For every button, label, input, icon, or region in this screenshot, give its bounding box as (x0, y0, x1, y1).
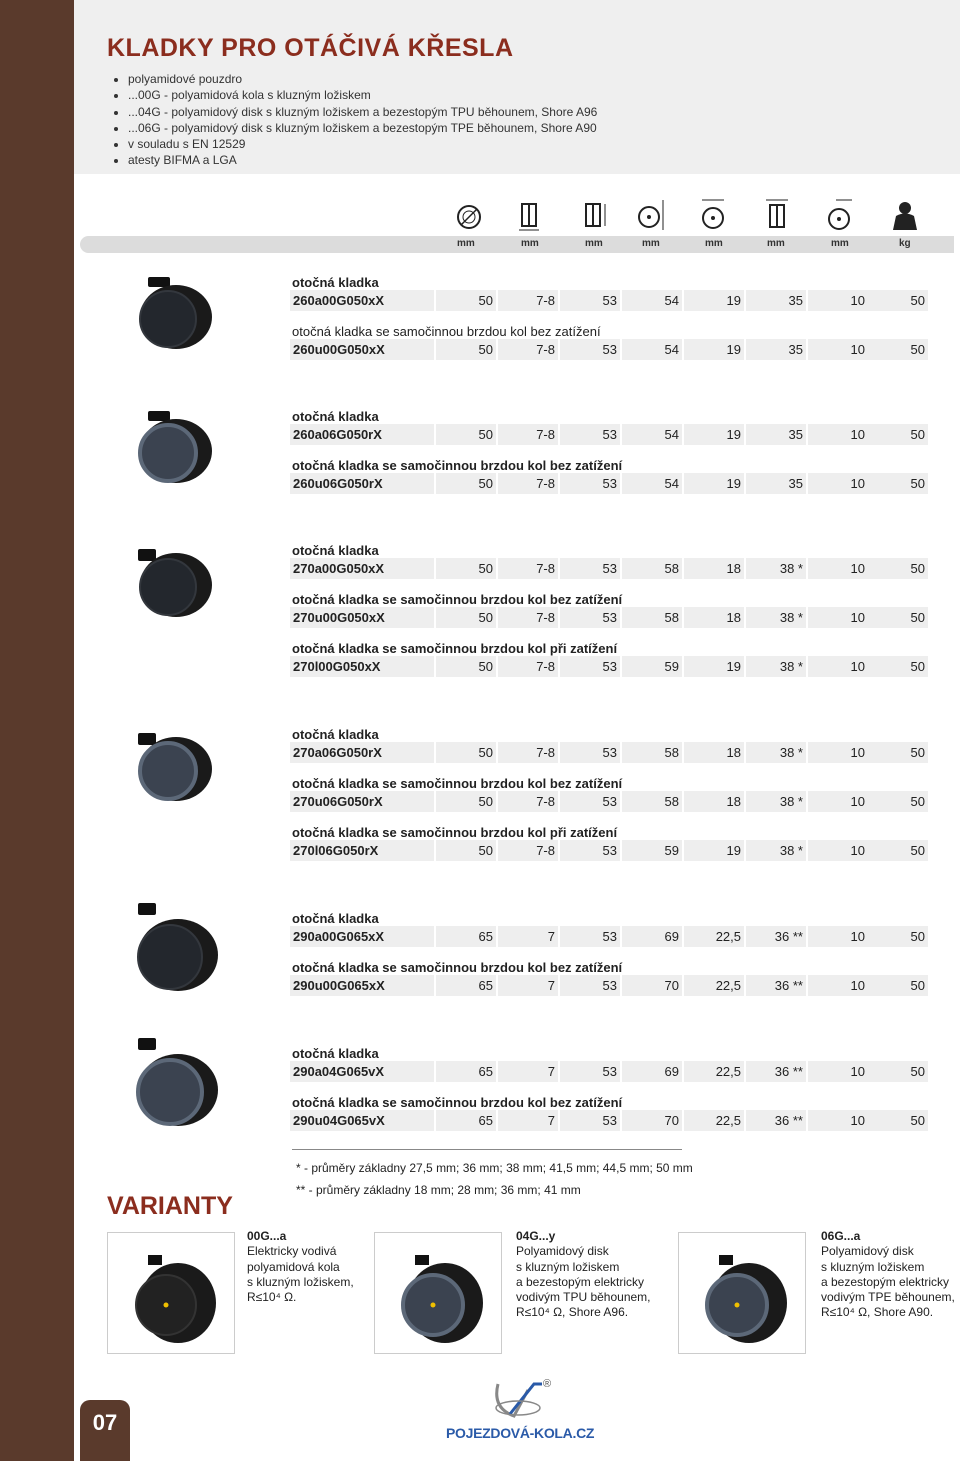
value-cell: 7-8 (498, 656, 558, 677)
variant-code: 00G...a (247, 1229, 287, 1243)
value-cell: 53 (560, 607, 620, 628)
feature-item: • v souladu s EN 12529 (128, 136, 597, 152)
value-cell: 7-8 (498, 791, 558, 812)
variant-label: otočná kladka se samočinnou brzdou kol bez zatížení (292, 458, 623, 473)
value-cell: 53 (560, 558, 620, 579)
product-code: 270u06G050rX (290, 791, 434, 812)
table-row (290, 975, 930, 996)
feature-item: • ...04G - polyamidový disk s kluzným ložiskem a bezestopým TPU běhounem, Shore A96 (128, 104, 597, 120)
unit-label: mm (457, 238, 475, 249)
variant-label: otočná kladka (292, 275, 379, 290)
value-cell: 50 (436, 558, 496, 579)
value-cell: 50 (436, 742, 496, 763)
caster-photo (128, 1034, 218, 1134)
caster-photo (128, 541, 218, 641)
caster-photo (128, 725, 218, 825)
product-code: 270a06G050rX (290, 742, 434, 763)
variant-label: otočná kladka se samočinnou brzdou kol bez zatížení (292, 960, 623, 975)
value-cell: 19 (684, 339, 744, 360)
value-cell: 65 (436, 1061, 496, 1082)
value-cell: 36 ** (746, 1061, 806, 1082)
table-row (290, 607, 930, 628)
value-cell: 50 (436, 424, 496, 445)
unit-label: mm (831, 238, 849, 249)
product-code: 270u00G050xX (290, 607, 434, 628)
table-row (290, 339, 930, 360)
value-cell: 22,5 (684, 1110, 744, 1131)
variant-06g-text (821, 1229, 955, 1321)
value-cell: 35 (746, 290, 806, 311)
variant-label: otočná kladka (292, 1046, 379, 1061)
unit-label: mm (521, 238, 539, 249)
value-cell: 59 (622, 656, 682, 677)
unit-label: kg (899, 238, 911, 249)
value-cell: 53 (560, 791, 620, 812)
variant-line: vodivým TPU běhounem, (516, 1290, 651, 1305)
value-cell: 18 (684, 607, 744, 628)
variant-00g-text (247, 1229, 354, 1305)
value-cell: 10 (808, 656, 868, 677)
value-cell: 65 (436, 926, 496, 947)
product-code: 260a06G050rX (290, 424, 434, 445)
table-row (290, 558, 930, 579)
table-row (290, 424, 930, 445)
value-cell: 36 ** (746, 975, 806, 996)
variant-04g-text (516, 1229, 651, 1321)
value-cell: 19 (684, 840, 744, 861)
variant-label: otočná kladka (292, 911, 379, 926)
value-cell: 50 (436, 339, 496, 360)
table-row (290, 656, 930, 677)
pin-diameter-icon (513, 196, 547, 234)
value-cell: 7 (498, 975, 558, 996)
table-row (290, 926, 930, 947)
variant-line: R≤10⁴ Ω. (247, 1290, 297, 1305)
table-row (290, 1061, 930, 1082)
variant-line: s kluzným ložiskem, (247, 1274, 354, 1289)
value-cell: 10 (808, 975, 868, 996)
value-cell: 10 (808, 1061, 868, 1082)
value-cell: 18 (684, 791, 744, 812)
variant-line: Polyamidový disk (821, 1244, 914, 1259)
variant-label: otočná kladka (292, 543, 379, 558)
variant-line: polyamidová kola (247, 1259, 340, 1274)
variant-image-box (107, 1232, 235, 1354)
value-cell: 10 (808, 424, 868, 445)
column-icons (440, 196, 940, 234)
value-cell: 53 (560, 1110, 620, 1131)
value-cell: 35 (746, 339, 806, 360)
note-single-asterisk: * - průměry základny 27,5 mm; 36 mm; 38 mm; 41,5 mm; 44,5 mm; 50 mm (296, 1161, 693, 1175)
value-cell: 38 * (746, 558, 806, 579)
variant-line: a bezestopým elektricky (516, 1274, 645, 1289)
value-cell: 50 (868, 975, 928, 996)
value-cell: 70 (622, 975, 682, 996)
variant-code: 04G...y (516, 1229, 556, 1243)
value-cell: 22,5 (684, 926, 744, 947)
table-row (290, 742, 930, 763)
value-cell: 50 (868, 656, 928, 677)
value-cell: 53 (560, 290, 620, 311)
variant-line: Elektricky vodivá (247, 1244, 337, 1259)
pin-width-icon (760, 196, 794, 234)
table-row (290, 1110, 930, 1131)
value-cell: 50 (436, 473, 496, 494)
varianty-title: VARIANTY (107, 1192, 233, 1220)
value-cell: 53 (560, 339, 620, 360)
note-double-asterisk: ** - průměry základny 18 mm; 28 mm; 36 mm; 41 mm (296, 1183, 581, 1197)
value-cell: 36 ** (746, 1110, 806, 1131)
variant-label: otočná kladka (292, 727, 379, 742)
variant-line: s kluzným ložiskem (516, 1259, 620, 1274)
value-cell: 50 (868, 791, 928, 812)
value-cell: 7 (498, 1061, 558, 1082)
value-cell: 53 (560, 656, 620, 677)
variant-label: otočná kladka (292, 409, 379, 424)
value-cell: 50 (436, 290, 496, 311)
value-cell: 7-8 (498, 607, 558, 628)
load-capacity-icon (888, 196, 922, 234)
table-row (290, 840, 930, 861)
variant-code: 06G...a (821, 1229, 861, 1243)
left-sidebar-band (0, 0, 74, 1461)
value-cell: 53 (560, 473, 620, 494)
value-cell: 36 ** (746, 926, 806, 947)
product-code: 290a04G065vX (290, 1061, 434, 1082)
value-cell: 35 (746, 424, 806, 445)
value-cell: 22,5 (684, 975, 744, 996)
value-cell: 50 (436, 656, 496, 677)
unit-label: mm (767, 238, 785, 249)
value-cell: 53 (560, 742, 620, 763)
value-cell: 7-8 (498, 424, 558, 445)
caster-04g-image (375, 1233, 501, 1353)
units-bar (80, 236, 954, 253)
value-cell: 10 (808, 558, 868, 579)
feature-item: • atesty BIFMA a LGA (128, 152, 597, 168)
value-cell: 19 (684, 656, 744, 677)
feature-item: • ...00G - polyamidová kola s kluzným ložiskem (128, 87, 597, 103)
product-code: 290a00G065xX (290, 926, 434, 947)
table-row (290, 473, 930, 494)
unit-label: mm (705, 238, 723, 249)
value-cell: 53 (560, 424, 620, 445)
value-cell: 50 (436, 607, 496, 628)
value-cell: 50 (868, 1110, 928, 1131)
product-code: 260u00G050xX (290, 339, 434, 360)
variant-label: otočná kladka se samočinnou brzdou kol bez zatížení (292, 592, 623, 607)
variant-label: otočná kladka se samočinnou brzdou kol při zatížení (292, 641, 618, 656)
value-cell: 50 (868, 607, 928, 628)
value-cell: 7 (498, 926, 558, 947)
variant-label: otočná kladka se samočinnou brzdou kol bez zatížení (292, 324, 601, 339)
value-cell: 22,5 (684, 1061, 744, 1082)
value-cell: 53 (560, 840, 620, 861)
value-cell: 10 (808, 290, 868, 311)
variant-line: R≤10⁴ Ω, Shore A90. (821, 1305, 934, 1320)
page-title: KLADKY PRO OTÁČIVÁ KŘESLA (107, 34, 514, 62)
value-cell: 7-8 (498, 290, 558, 311)
value-cell: 50 (868, 424, 928, 445)
value-cell: 38 * (746, 656, 806, 677)
value-cell: 7-8 (498, 473, 558, 494)
product-code: 270l06G050rX (290, 840, 434, 861)
table-row (290, 290, 930, 311)
value-cell: 10 (808, 926, 868, 947)
value-cell: 50 (868, 926, 928, 947)
value-cell: 38 * (746, 840, 806, 861)
feature-item: • ...06G - polyamidový disk s kluzným ložiskem a bezestopým TPE běhounem, Shore A90 (128, 120, 597, 136)
value-cell: 7 (498, 1110, 558, 1131)
value-cell: 50 (868, 290, 928, 311)
value-cell: 50 (436, 791, 496, 812)
value-cell: 54 (622, 424, 682, 445)
product-code: 270a00G050xX (290, 558, 434, 579)
pin-length-icon (577, 196, 611, 234)
product-code: 260a00G050xX (290, 290, 434, 311)
notes-divider (292, 1149, 682, 1150)
value-cell: 10 (808, 339, 868, 360)
value-cell: 50 (868, 742, 928, 763)
value-cell: 69 (622, 926, 682, 947)
caster-06g-image (679, 1233, 805, 1353)
feature-item: • polyamidové pouzdro (128, 71, 597, 87)
page-number-tab (80, 1400, 130, 1461)
value-cell: 69 (622, 1061, 682, 1082)
value-cell: 50 (436, 840, 496, 861)
variant-label: otočná kladka se samočinnou brzdou kol při zatížení (292, 825, 618, 840)
product-code: 290u00G065xX (290, 975, 434, 996)
value-cell: 18 (684, 558, 744, 579)
offset-icon (824, 196, 858, 234)
value-cell: 53 (560, 975, 620, 996)
value-cell: 70 (622, 1110, 682, 1131)
value-cell: 7-8 (498, 558, 558, 579)
product-code: 290u04G065vX (290, 1110, 434, 1131)
table-row (290, 791, 930, 812)
page-number: 07 (92, 1410, 118, 1435)
variant-image-box (678, 1232, 806, 1354)
value-cell: 19 (684, 290, 744, 311)
variant-label: otočná kladka se samočinnou brzdou kol bez zatížení (292, 1095, 623, 1110)
value-cell: 38 * (746, 607, 806, 628)
unit-label: mm (585, 238, 603, 249)
value-cell: 19 (684, 424, 744, 445)
value-cell: 58 (622, 607, 682, 628)
registered-mark: ® (543, 1378, 552, 1390)
total-height-icon (634, 196, 668, 234)
value-cell: 53 (560, 1061, 620, 1082)
feature-list (113, 71, 597, 169)
product-code: 270l00G050xX (290, 656, 434, 677)
value-cell: 10 (808, 840, 868, 861)
wheel-diameter-icon (452, 196, 486, 234)
variant-line: s kluzným ložiskem (821, 1259, 925, 1274)
value-cell: 7-8 (498, 339, 558, 360)
value-cell: 10 (808, 607, 868, 628)
value-cell: 58 (622, 791, 682, 812)
value-cell: 10 (808, 473, 868, 494)
variant-line: vodivým TPE běhounem, (821, 1290, 955, 1305)
value-cell: 38 * (746, 742, 806, 763)
variant-line: R≤10⁴ Ω, Shore A96. (516, 1305, 629, 1320)
value-cell: 50 (868, 1061, 928, 1082)
logo-text: POJEZDOVÁ-KOLA.CZ (446, 1425, 595, 1441)
value-cell: 38 * (746, 791, 806, 812)
value-cell: 50 (868, 339, 928, 360)
variant-line: a bezestopým elektricky (821, 1274, 950, 1289)
caster-photo (128, 899, 218, 999)
value-cell: 50 (868, 473, 928, 494)
value-cell: 7-8 (498, 840, 558, 861)
value-cell: 50 (868, 558, 928, 579)
caster-photo (128, 407, 218, 507)
value-cell: 19 (684, 473, 744, 494)
unit-label: mm (642, 238, 660, 249)
caster-00g-image (108, 1233, 234, 1353)
variant-image-box (374, 1232, 502, 1354)
variant-line: Polyamidový disk (516, 1244, 609, 1259)
caster-photo (128, 273, 218, 373)
value-cell: 50 (868, 840, 928, 861)
value-cell: 58 (622, 558, 682, 579)
value-cell: 58 (622, 742, 682, 763)
value-cell: 54 (622, 339, 682, 360)
product-code: 260u06G050rX (290, 473, 434, 494)
value-cell: 65 (436, 1110, 496, 1131)
value-cell: 65 (436, 975, 496, 996)
wheel-width-icon (696, 196, 730, 234)
value-cell: 10 (808, 742, 868, 763)
value-cell: 54 (622, 290, 682, 311)
value-cell: 59 (622, 840, 682, 861)
value-cell: 10 (808, 1110, 868, 1131)
value-cell: 18 (684, 742, 744, 763)
value-cell: 53 (560, 926, 620, 947)
value-cell: 7-8 (498, 742, 558, 763)
value-cell: 54 (622, 473, 682, 494)
value-cell: 35 (746, 473, 806, 494)
variant-label: otočná kladka se samočinnou brzdou kol bez zatížení (292, 776, 623, 791)
value-cell: 10 (808, 791, 868, 812)
